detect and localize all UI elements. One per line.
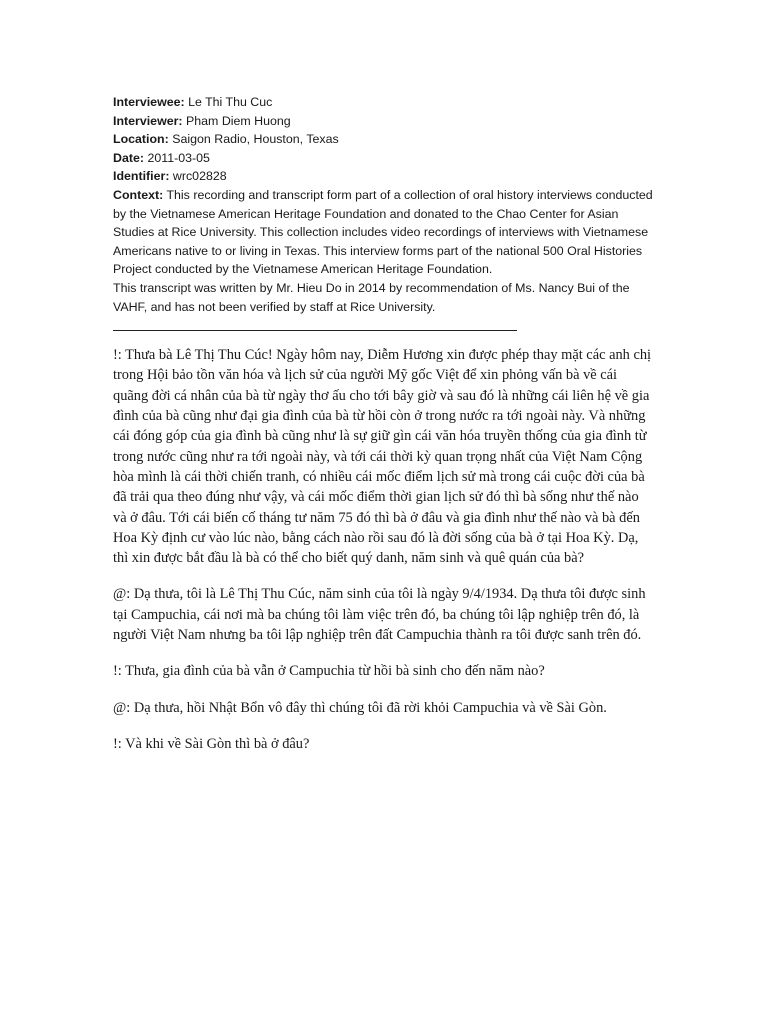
- interviewee-value: Le Thi Thu Cuc: [188, 95, 273, 109]
- transcript-body: [113, 345, 653, 754]
- context-text: This recording and transcript form part of a collection of oral history interviews conducted by the Vietnamese American Heritage Foundation and donated to the Chao Center for Asian Studies at Rice University. This collection includes video recordings of interviews with Vietnamese Americans native to or living in Texas. This interview forms part of the national 500 Oral Histories Project conducted by the Vietnamese American Heritage Foundation.: [113, 187, 653, 277]
- identifier-value: wrc02828: [172, 169, 227, 184]
- transcript-paragraph: !: Thưa, gia đình của bà vẫn ở Campuchia từ hồi bà sinh cho đến năm nào?: [113, 663, 545, 680]
- interviewer-row: [113, 112, 653, 131]
- interviewer-label: Interviewer:: [113, 113, 183, 128]
- transcript-paragraph: !: Và khi về Sài Gòn thì bà ở đâu?: [113, 735, 310, 752]
- interviewee-row: [113, 93, 653, 112]
- location-value: Saigon Radio, Houston, Texas: [172, 132, 339, 147]
- transcript-paragraph: @: Dạ thưa, hồi Nhật Bổn vô đây thì chúng tôi đã rời khỏi Campuchia và về Sài Gòn.: [113, 699, 607, 716]
- date-label: Date:: [113, 150, 144, 165]
- context-label: Context:: [113, 187, 164, 202]
- date-value: 2011-03-05: [147, 150, 210, 165]
- context-paragraph: [113, 186, 653, 279]
- interview-metadata: [113, 93, 653, 316]
- location-row: [113, 130, 653, 149]
- document-page: [113, 93, 653, 770]
- transcript-note: This transcript was written by Mr. Hieu Do in 2014 by recommendation of Ms. Nancy Bui of the VAHF, and has not been verified by staff at Rice University.: [113, 280, 630, 314]
- identifier-label: Identifier:: [113, 169, 170, 184]
- location-label: Location:: [113, 132, 169, 147]
- section-divider: [113, 330, 517, 331]
- interviewee-label: Interviewee:: [113, 95, 185, 109]
- transcript-paragraph: @: Dạ thưa, tôi là Lê Thị Thu Cúc, năm sinh của tôi là ngày 9/4/1934. Dạ thưa tôi được sinh tại Campuchia, cái nơi mà ba chúng tôi làm việc trên đó, ba chúng tôi lập nghiệp trên đó, là người Việt Nam nhưng ba tôi lập nghiệp trên đất Campuchia thành ra tôi được sanh trên đó.: [113, 586, 646, 643]
- transcript-paragraph: !: Thưa bà Lê Thị Thu Cúc! Ngày hôm nay, Diễm Hương xin được phép thay mặt các anh chị trong Hội bảo tồn văn hóa và lịch sử của người Mỹ gốc Việt để xin phỏng vấn bà về cái quãng đời cá nhân của bà từ ngày thơ ấu cho tới bây giờ và sau đó là những cái liên hệ về gia đình của bà cũng như đại gia đình của bà từ hồi còn ở trong nước ra tới ngoài này. Và những cái đóng góp của gia đình bà cũng như là sự giữ gìn cái văn hóa truyền thống của gia đình từ trong nước cũng như ra tới ngoài này, và tới cái thời kỳ quan trọng nhất của Việt Nam Cộng hòa mình là cái thời chiến tranh, có nhiều cái mốc điểm lịch sử mà trong cái cuộc đời của bà đã trải qua theo đúng như vậy, và cái mốc điểm thời gian lịch sử đó thì bà sống như thế nào và ở đâu. Tới cái biến cố tháng tư năm 75 đó thì bà ở đâu và gia đình như thế nào và bà đến Hoa Kỳ định cư vào lúc nào, bằng cách nào rồi sau đó là đời sống của bà ở tại Hoa Kỳ. Dạ, thì xin được bắt đầu là bà có thể cho biết quý danh, năm sinh và quê quán của bà?: [113, 347, 652, 567]
- interviewer-value: Pham Diem Huong: [186, 113, 291, 128]
- identifier-row: [113, 167, 653, 186]
- date-row: [113, 149, 653, 168]
